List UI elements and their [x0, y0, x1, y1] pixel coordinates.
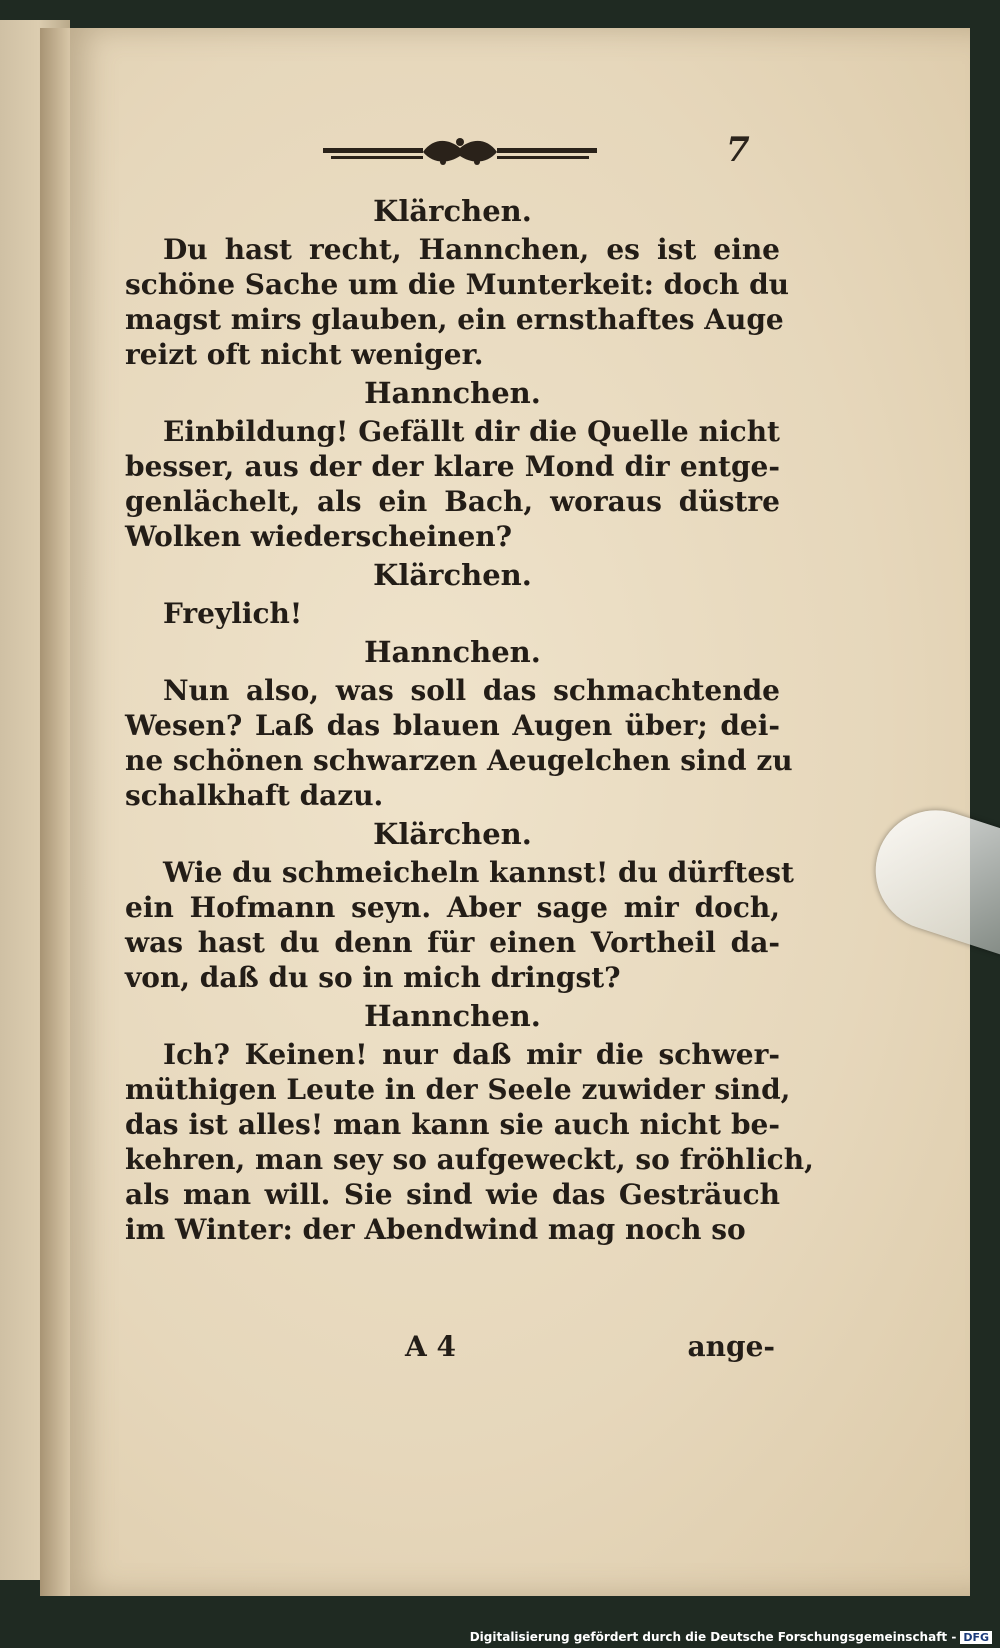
signature-mark: A 4: [405, 1330, 456, 1363]
text-line: ein Hofmann seyn. Aber sage mir doch,: [125, 891, 780, 924]
text-line: Wie du schmeicheln kannst! du dürftest: [163, 856, 794, 889]
text-line: müthigen Leute in der Seele zuwider sind,: [125, 1073, 791, 1106]
speech-block: [125, 673, 793, 813]
speech-block: [125, 414, 780, 554]
text-line: Einbildung! Gefällt dir die Quelle nicht: [163, 415, 780, 448]
speaker-name: Hannchen.: [364, 999, 541, 1033]
text-line: genlächelt, als ein Bach, woraus düstre: [125, 485, 780, 518]
digitization-credit: [470, 1630, 992, 1644]
speaker-name: Klärchen.: [373, 817, 532, 851]
text-line: magst mirs glauben, ein ernsthaftes Auge: [125, 303, 784, 336]
text-line: schalkhaft dazu.: [125, 779, 384, 812]
text-line: kehren, man sey so aufgeweckt, so fröhlich,: [125, 1143, 814, 1176]
book-gutter: [40, 28, 70, 1596]
text-line: als man will. Sie sind wie das Gesträuch: [125, 1178, 780, 1211]
speaker-name: Hannchen.: [364, 376, 541, 410]
headpiece-ornament: [323, 134, 597, 170]
credit-text: Digitalisierung gefördert durch die Deutsche Forschungsgemeinschaft -: [469, 1630, 957, 1644]
text-line: besser, aus der der klare Mond dir entge-: [125, 450, 780, 483]
speaker-name: Hannchen.: [364, 635, 541, 669]
text-line: Nun also, was soll das schmachtende: [163, 674, 780, 707]
text-line: im Winter: der Abendwind mag noch so: [125, 1213, 746, 1246]
text-line: ne schönen schwarzen Aeugelchen sind zu: [125, 744, 793, 777]
text-line: reizt oft nicht weniger.: [125, 338, 484, 371]
speech-block: [125, 855, 794, 995]
text-line: das ist alles! man kann sie auch nicht be-: [125, 1108, 780, 1141]
text-line: Wesen? Laß das blauen Augen über; dei-: [125, 709, 780, 742]
speech-block: [125, 232, 790, 372]
text-line: von, daß du so in mich dringst?: [125, 961, 621, 994]
catchword: ange-: [687, 1330, 775, 1363]
text-line: was hast du denn für einen Vortheil da-: [125, 926, 780, 959]
text-line: schöne Sache um die Munterkeit: doch du: [125, 268, 790, 301]
page-text: [125, 190, 814, 1247]
text-line: Ich? Keinen! nur daß mir die schwer-: [163, 1038, 780, 1071]
speaker-name: Klärchen.: [373, 558, 532, 592]
dfg-logo: DFG: [960, 1631, 992, 1644]
text-line: Freylich!: [163, 597, 303, 630]
speaker-name: Klärchen.: [373, 194, 532, 228]
text-line: Du hast recht, Hannchen, es ist eine: [163, 233, 780, 266]
page-number: 7: [726, 130, 750, 170]
speech-block: [125, 596, 780, 631]
text-line: Wolken wiederscheinen?: [125, 520, 513, 553]
speech-block: [125, 1037, 814, 1247]
page-footer: [395, 1330, 775, 1370]
